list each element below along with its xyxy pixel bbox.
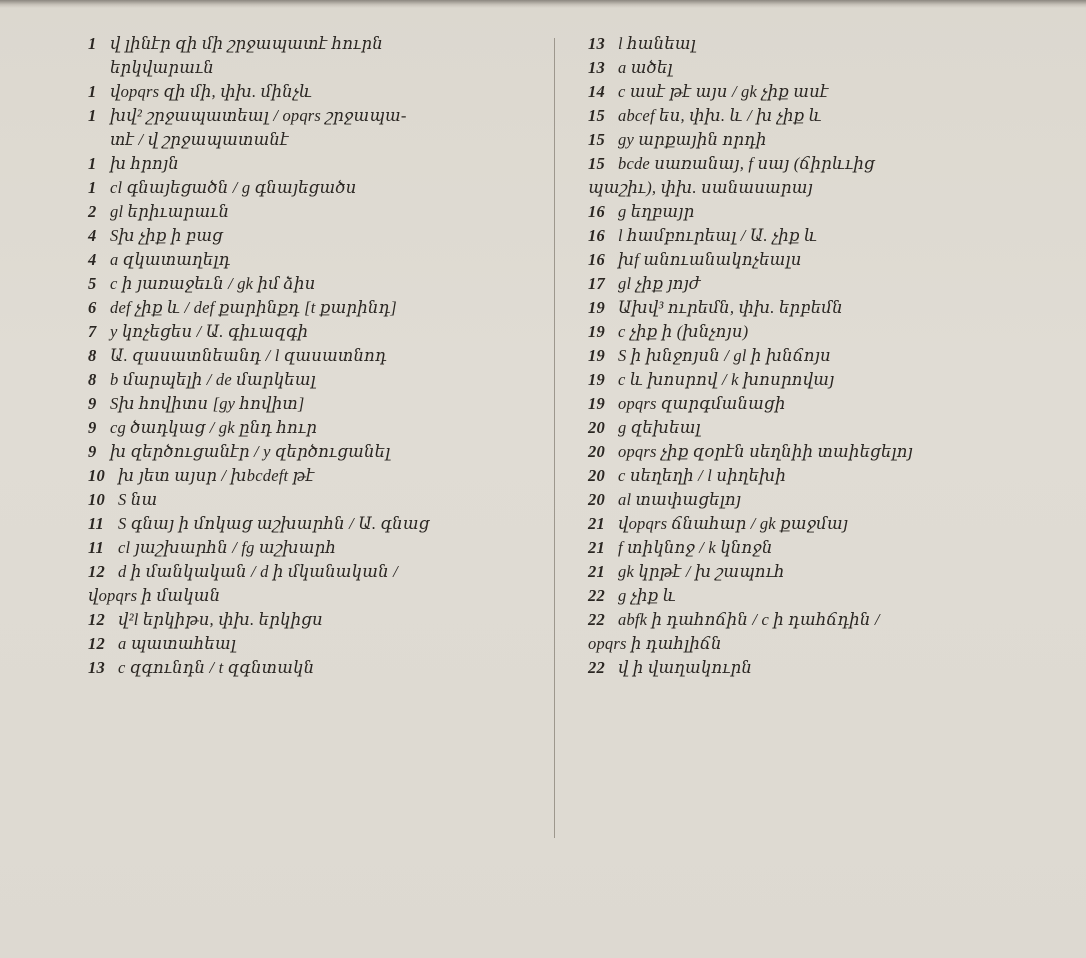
variant-entry [588,560,1028,584]
variant-text: b մարպելի / de մարկեալ [110,370,316,389]
line-number: 10 [88,466,105,485]
line-number: 16 [588,202,605,221]
line-number: 15 [588,130,605,149]
variant-text: a ածել [618,58,673,77]
variant-text: c ասէ թէ այս / gk չիք ասէ [618,82,829,101]
variant-entry [588,152,1028,200]
line-number: 12 [88,634,105,653]
variant-entry [88,248,538,272]
variant-text: վ լինէր զի մի շրջապատէ հուրն [110,34,383,53]
variant-text: c սեղեղի / l սիղեխի [618,466,787,485]
variant-text: a պատահեալ [118,634,237,653]
line-number: 6 [88,298,97,317]
variant-text: l հանեալ [618,34,696,53]
page-top-edge [0,0,1086,8]
variant-text: S գնայ ի մոկաց աշխարհն / Ա. գնաց [118,514,430,533]
variant-entry [88,176,538,200]
line-number: 19 [588,394,605,413]
line-number: 16 [588,250,605,269]
variant-entry [588,512,1028,536]
variant-entry [88,200,538,224]
variant-entry [88,224,538,248]
variant-entry [588,464,1028,488]
column-divider [554,38,555,838]
variant-text: Sխ չիք ի բաց [110,226,223,245]
variant-entry [88,32,538,80]
variant-text: cl յաշխարհն / fg աշխարհ [118,538,337,557]
line-number: 13 [588,58,605,77]
variant-entry [88,368,538,392]
variant-text: c և խոսրով / k խոսրովայ [618,370,835,389]
line-number: 13 [588,34,605,53]
variant-text: f տիկնոջ / k կնոջն [618,538,773,557]
variant-text: opqrs զարգմանացի [618,394,786,413]
line-number: 22 [588,610,605,629]
variant-entry [588,224,1028,248]
right-column [588,32,1028,680]
line-number: 8 [88,346,97,365]
variant-entry [588,656,1028,680]
variant-entry [88,656,538,680]
variant-text: Ախվ³ ուրեմն, փխ. երբեմն [618,298,843,317]
variant-text: bcde սառանայ, f սայ (ճիրևւից [618,154,875,173]
line-number: 4 [88,226,97,245]
line-number: 8 [88,370,97,389]
variant-entry [88,392,538,416]
variant-text: al տափացելոյ [618,490,742,509]
variant-text: g չիք և [618,586,676,605]
variant-entry [88,464,538,488]
variant-text: a զկատաղելդ [110,250,231,269]
line-number: 16 [588,226,605,245]
line-number: 17 [588,274,605,293]
variant-text: gl չիք յոյժ [618,274,701,293]
variant-entry [88,608,538,632]
line-number: 1 [88,34,97,53]
variant-entry [588,416,1028,440]
line-number: 20 [588,442,605,461]
line-number: 1 [88,106,97,125]
line-number: 10 [88,490,105,509]
variant-entry [88,152,538,176]
line-number: 9 [88,442,97,461]
line-number: 19 [588,322,605,341]
variant-entry [588,584,1028,608]
variant-entry [588,56,1028,80]
line-number: 20 [588,466,605,485]
line-number: 21 [588,538,605,557]
variant-entry [588,320,1028,344]
variant-entry [88,632,538,656]
variant-text: g զեխեալ [618,418,701,437]
variant-entry [588,488,1028,512]
variant-entry [588,200,1028,224]
variant-entry [588,248,1028,272]
variant-entry [588,80,1028,104]
line-number: 19 [588,298,605,317]
line-number: 14 [588,82,605,101]
variant-text: c չիք ի (խնչոյս) [618,322,749,341]
line-number: 11 [88,514,104,533]
variant-entry [588,104,1028,128]
variant-entry [88,104,538,152]
variant-text: S նա [118,490,158,509]
line-number: 13 [88,658,105,677]
line-number: 2 [88,202,97,221]
line-number: 15 [588,106,605,125]
variant-entry [88,296,538,320]
line-number: 1 [88,154,97,173]
line-number: 22 [588,586,605,605]
variant-text: gl երիւարաւն [110,202,230,221]
line-number: 5 [88,274,97,293]
variant-entry [88,272,538,296]
variant-entry [88,416,538,440]
variant-text: cg ծադկաց / gk ընդ հուր [110,418,318,437]
variant-text: g եղբայր [618,202,695,221]
line-number: 19 [588,370,605,389]
variant-entry [88,80,538,104]
line-number: 9 [88,418,97,437]
variant-text: S ի խնջոյսն / gl ի խնճոյս [618,346,831,365]
line-number: 7 [88,322,97,341]
variant-text: Sխ հովիտս [gy հովիտ] [110,394,305,413]
variant-entry [588,296,1028,320]
variant-text-continued: պաշիւ), փխ. սանասարայ [588,178,813,197]
variant-entry [88,488,538,512]
variant-text: gk կրթէ / խ շապուհ [618,562,785,581]
line-number: 4 [88,250,97,269]
variant-text: c զգունդն / t զգնտակն [118,658,315,677]
variant-text: խ յետ այսր / խbcdeft թէ [118,466,315,485]
variant-text: l համբուրեալ / Ա. չիք և [618,226,818,245]
line-number: 21 [588,514,605,533]
variant-text: վopqrs ճնահար / gk քաջմայ [618,514,849,533]
variant-text: cl գնայեցածն / g գնայեցածս [110,178,357,197]
line-number: 19 [588,346,605,365]
variant-text-continued: վopqrs ի մական [88,586,221,605]
variant-text: abcef ես, փխ. և / խ չիք և [618,106,822,125]
variant-text: վopqrs զի մի, փխ. մինչև [110,82,313,101]
variant-text: խվ² շրջապատեալ / opqrs շրջապա- [110,106,407,125]
line-number: 20 [588,418,605,437]
line-number: 20 [588,490,605,509]
variant-entry [588,608,1028,656]
variant-text-continued: երկվարաւն [110,58,214,77]
variant-text: gy արքային որդի [618,130,767,149]
variant-text: abfk ի դահոճին / c ի դահճդին / [618,610,880,629]
variant-text: def չիք և / def քարինքդ [t քարինդ] [110,298,397,317]
line-number: 9 [88,394,97,413]
variant-text: Ա. զասատնեանդ / l զասատնոդ [110,346,387,365]
variant-entry [88,512,538,536]
line-number: 1 [88,82,97,101]
variant-text: վ ի վաղակուրն [618,658,753,677]
variant-text: խf անուանակոչեալս [618,250,802,269]
line-number: 12 [88,562,105,581]
variant-entry [588,536,1028,560]
variant-entry [88,344,538,368]
variant-entry [88,560,538,608]
variant-text: opqrs չիք զօրէն սեղնիի տաիեցելոյ [618,442,913,461]
left-column [88,32,538,680]
line-number: 22 [588,658,605,677]
variant-entry [588,272,1028,296]
variant-text: վ²l երկիթս, փխ. երկիցս [118,610,323,629]
line-number: 15 [588,154,605,173]
variant-entry [588,344,1028,368]
variant-text: y կոչեցես / Ա. գիւազգի [110,322,309,341]
variant-text: c ի յառաջեւն / gk իմ ձիս [110,274,316,293]
line-number: 11 [88,538,104,557]
variant-text: խ հրոյն [110,154,179,173]
variant-entry [588,128,1028,152]
variant-entry [88,320,538,344]
line-number: 1 [88,178,97,197]
variant-text: խ զերծուցանէր / y զերծուցանել [110,442,391,461]
variant-entry [588,392,1028,416]
variant-entry [88,536,538,560]
variant-entry [88,440,538,464]
variant-text-continued: տէ / վ շրջապատանէ [110,130,289,149]
variant-text: d ի մանկական / d ի մկանական / [118,562,398,581]
variant-entry [588,32,1028,56]
variant-entry [588,368,1028,392]
variant-text-continued: opqrs ի դահլիճն [588,634,722,653]
variant-entry [588,440,1028,464]
line-number: 21 [588,562,605,581]
line-number: 12 [88,610,105,629]
